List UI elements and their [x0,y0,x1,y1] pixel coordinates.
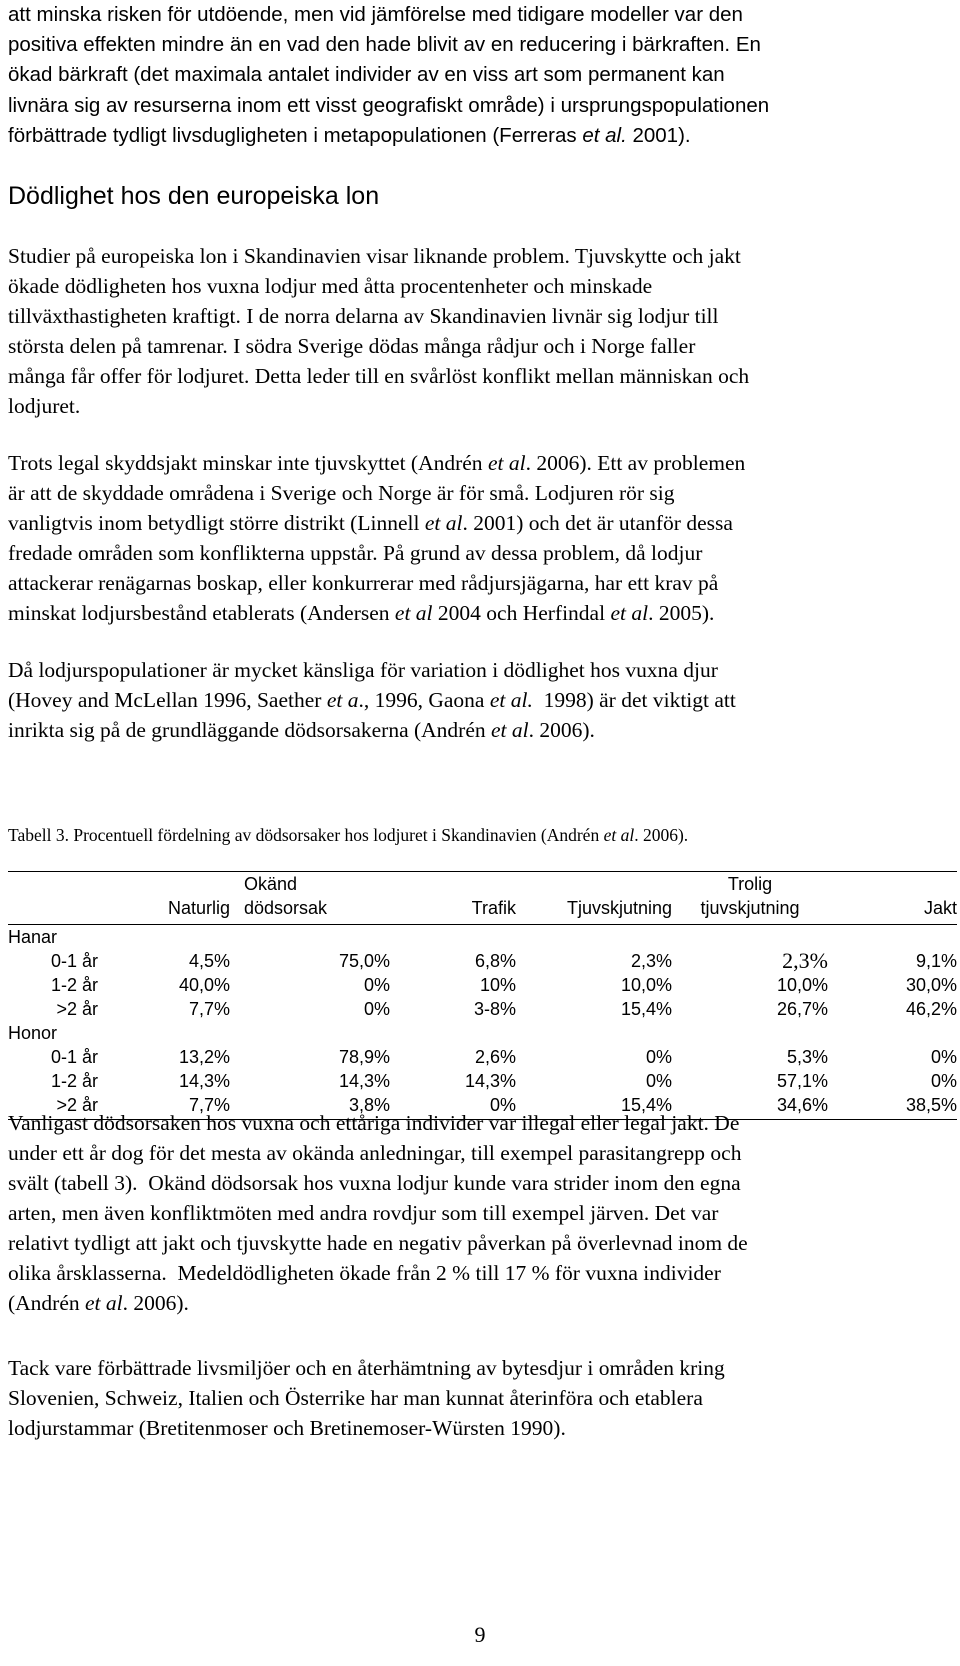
cell: 2,3% [630,951,672,971]
header-cell: Trafik [390,896,516,925]
cell: 10,0% [776,975,828,995]
paragraph-line: Studier på europeiska lon i Skandinavien visar liknande problem. Tjuvskytte och jakt [8,244,741,268]
group-label-hanar: Hanar [8,927,58,947]
cell: 75,0% [338,951,390,971]
cell: 10,0% [620,975,672,995]
text: . 2006). Ett av problemen [525,451,746,475]
paragraph-line: relativt tydligt att jakt och tjuvskytte hade en negativ påverkan på överlevnad inom de [8,1231,748,1255]
paragraph-line [8,715,953,745]
header-cell [828,872,957,897]
cell: 9,1% [915,951,957,971]
intro-tail: 2001). [626,123,691,147]
cell: 3,8% [230,1093,390,1120]
mortality-table [8,871,957,1120]
paragraph-line [8,448,953,478]
header-cell [8,872,104,897]
intro-line: ökad bärkraft (det maximala antalet individer av en viss art som permanent kan [8,63,725,87]
cell: 14,3% [338,1071,390,1091]
etal: et al [424,511,463,535]
cell: 13,2% [178,1047,230,1067]
group-label-honor: Honor [8,1023,58,1043]
paragraph-line: Då lodjurspopulationer är mycket känsliga för variation i dödlighet hos vuxna djur [8,658,718,682]
header-cell: dödsorsak [230,896,390,925]
paragraph-line: arten, men även konfliktmöten med andra rovdjur som till exempel järven. Det var [8,1201,719,1225]
cell: 4,5% [188,951,230,971]
header-cell: Tjuvskjutning [516,896,672,925]
paragraph-1 [8,241,953,421]
header-cell: Jakt [828,896,957,925]
header-cell: Okänd [230,872,390,897]
paragraph-line: tillväxthastigheten kraftigt. I de norra delarna av Skandinavien livnär sig lodjur till [8,304,719,328]
header-cell [104,872,230,897]
paragraph-line: lodjuret. [8,394,81,418]
row-label: >2 år [8,1093,104,1120]
cell: 5,3% [786,1047,828,1067]
paragraph-line [8,508,953,538]
group-row [8,925,957,950]
paragraph-5 [8,1353,953,1443]
etal: et al [610,601,649,625]
table-row [8,997,957,1021]
table-header-row [8,872,957,897]
cell: 7,7% [104,1093,230,1120]
paragraph-4 [8,1108,953,1318]
paragraph-line: fredade områden som konflikterna uppstår. På grund av dessa problem, då lodjur [8,541,703,565]
etal: et al [85,1291,123,1315]
text: . 2005). [648,601,715,625]
cell: 15,4% [516,1093,672,1120]
section-heading: Dödlighet hos den europeiska lon [8,182,380,210]
text: Trots legal skyddsjakt minskar inte tjuvskyttet (Andrén [8,451,488,475]
header-cell: Trolig [672,872,828,897]
row-label: 0-1 år [50,1047,98,1067]
paragraph-2 [8,448,953,628]
header-cell: tjuvskjutning [672,896,828,925]
paragraph-line: största delen på tamrenar. I södra Sverige dödas många rådjur och i Norge faller [8,334,696,358]
intro-line: att minska risken för utdöende, men vid jämförelse med tidigare modeller var den [8,3,743,26]
text: ., 1996, Gaona [358,688,490,712]
header-cell [390,872,516,897]
cell: 0% [363,999,390,1019]
cell: 40,0% [178,975,230,995]
etal: et al [487,451,526,475]
group-row [8,1021,957,1045]
cell: 6,8% [474,951,516,971]
text: . 2006). [528,718,595,742]
table-row [8,1045,957,1069]
cell: 3-8% [473,999,516,1019]
table-row [8,973,957,997]
text: inrikta sig på de grundläggande dödsorsakerna (Andrén [8,718,492,742]
paragraph-line: är att de skyddade områdena i Sverige och Norge är för små. Lodjuren rör sig [8,481,675,505]
paragraph-line: attackerar renägarnas boskap, eller konkurrerar med rådjursjägarna, har ett krav på [8,571,719,595]
cell: 0% [645,1047,672,1067]
intro-line: livnära sig av resurserna inom ett visst geografiskt område) i ursprungspopulationen [8,93,770,117]
cell: 34,6% [672,1093,828,1120]
row-label: 1-2 år [50,975,98,995]
text: (Andrén [8,1291,86,1315]
text: vanligtvis inom betydligt större distrikt (Linnell [8,511,425,535]
table-row [8,1069,957,1093]
paragraph-line: Vanligast dödsorsaken hos vuxna och ettåriga individer var illegal eller legal jakt. De [8,1111,740,1135]
row-label: >2 år [56,999,98,1019]
cell: 10% [479,975,516,995]
paragraph-line: många får offer för lodjuret. Detta leder till en svårlöst konflikt mellan människan och [8,364,750,388]
cell: 7,7% [188,999,230,1019]
text: (Hovey and McLellan 1996, Saether [8,688,327,712]
paragraph-line: svält (tabell 3). Okänd dödsorsak hos vuxna lodjur kunde vara strider inom den egna [8,1171,741,1195]
table-row [8,949,957,973]
cell: 57,1% [776,1071,828,1091]
cell: 14,3% [464,1071,516,1091]
cell: 38,5% [828,1093,957,1120]
intro-paragraph [8,0,953,151]
page-number: 9 [474,1622,486,1647]
cell: 2,6% [474,1047,516,1067]
paragraph-line [8,685,953,715]
paragraph-line: Slovenien, Schweiz, Italien och Österrike har man kunnat återinföra och etablera [8,1386,703,1410]
paragraph-line [8,598,953,628]
caption-etal: et al [603,825,635,845]
paragraph-3 [8,655,953,745]
text: minskat lodjursbestånd etablerats (Andersen [8,601,395,625]
cell: 15,4% [620,999,672,1019]
paragraph-line: under ett år dog för det mesta av okända anledningar, till exempel parasitangrepp och [8,1141,742,1165]
cell: 30,0% [905,975,957,995]
text: 2004 och Herfindal [432,601,611,625]
cell: 26,7% [776,999,828,1019]
intro-line [8,121,953,151]
header-cell: Naturlig [104,896,230,925]
paragraph-line: ökade dödligheten hos vuxna lodjur med åtta procentenheter och minskade [8,274,653,298]
cell: 0% [930,1071,957,1091]
etal: et al. [489,688,533,712]
paragraph-line: Tack vare förbättrade livsmiljöer och en återhämtning av bytesdjur i områden kring [8,1356,725,1380]
cell: 14,3% [178,1071,230,1091]
cell: 0% [390,1093,516,1120]
intro-line: positiva effekten mindre än en vad den hade blivit av en reducering i bärkraften. En [8,33,761,57]
cell: 0% [930,1047,957,1067]
text: . 2001) och det är utanför dessa [462,511,733,535]
etal: et a [326,688,359,712]
paragraph-line [8,1288,953,1318]
etal: et al [491,718,529,742]
paragraph-line: lodjurstammar (Bretitenmoser och Bretinemoser-Würsten 1990). [8,1416,566,1440]
cell: 46,2% [905,999,957,1019]
intro-text: förbättrade tydligt livsdugligheten i metapopulationen (Ferreras [8,123,583,147]
header-cell [516,872,672,897]
text: 1998) är det viktigt att [532,688,736,712]
row-label: 1-2 år [50,1071,98,1091]
etal: et al [394,601,433,625]
cell: 2,3% [782,948,828,973]
cell: 0% [363,975,390,995]
intro-etal: et al. [582,123,627,147]
text: . 2006). [122,1291,189,1315]
row-label: 0-1 år [50,951,98,971]
table-header-row [8,896,957,925]
table-caption [8,824,688,846]
paragraph-line: olika årsklasserna. Medeldödligheten ökade från 2 % till 17 % för vuxna individer [8,1261,721,1285]
caption-text: . 2006). [634,825,689,845]
caption-text: Tabell 3. Procentuell fördelning av dödsorsaker hos lodjuret i Skandinavien (Andrén [8,825,604,845]
cell: 0% [645,1071,672,1091]
cell: 78,9% [338,1047,390,1067]
header-cell [8,896,104,925]
